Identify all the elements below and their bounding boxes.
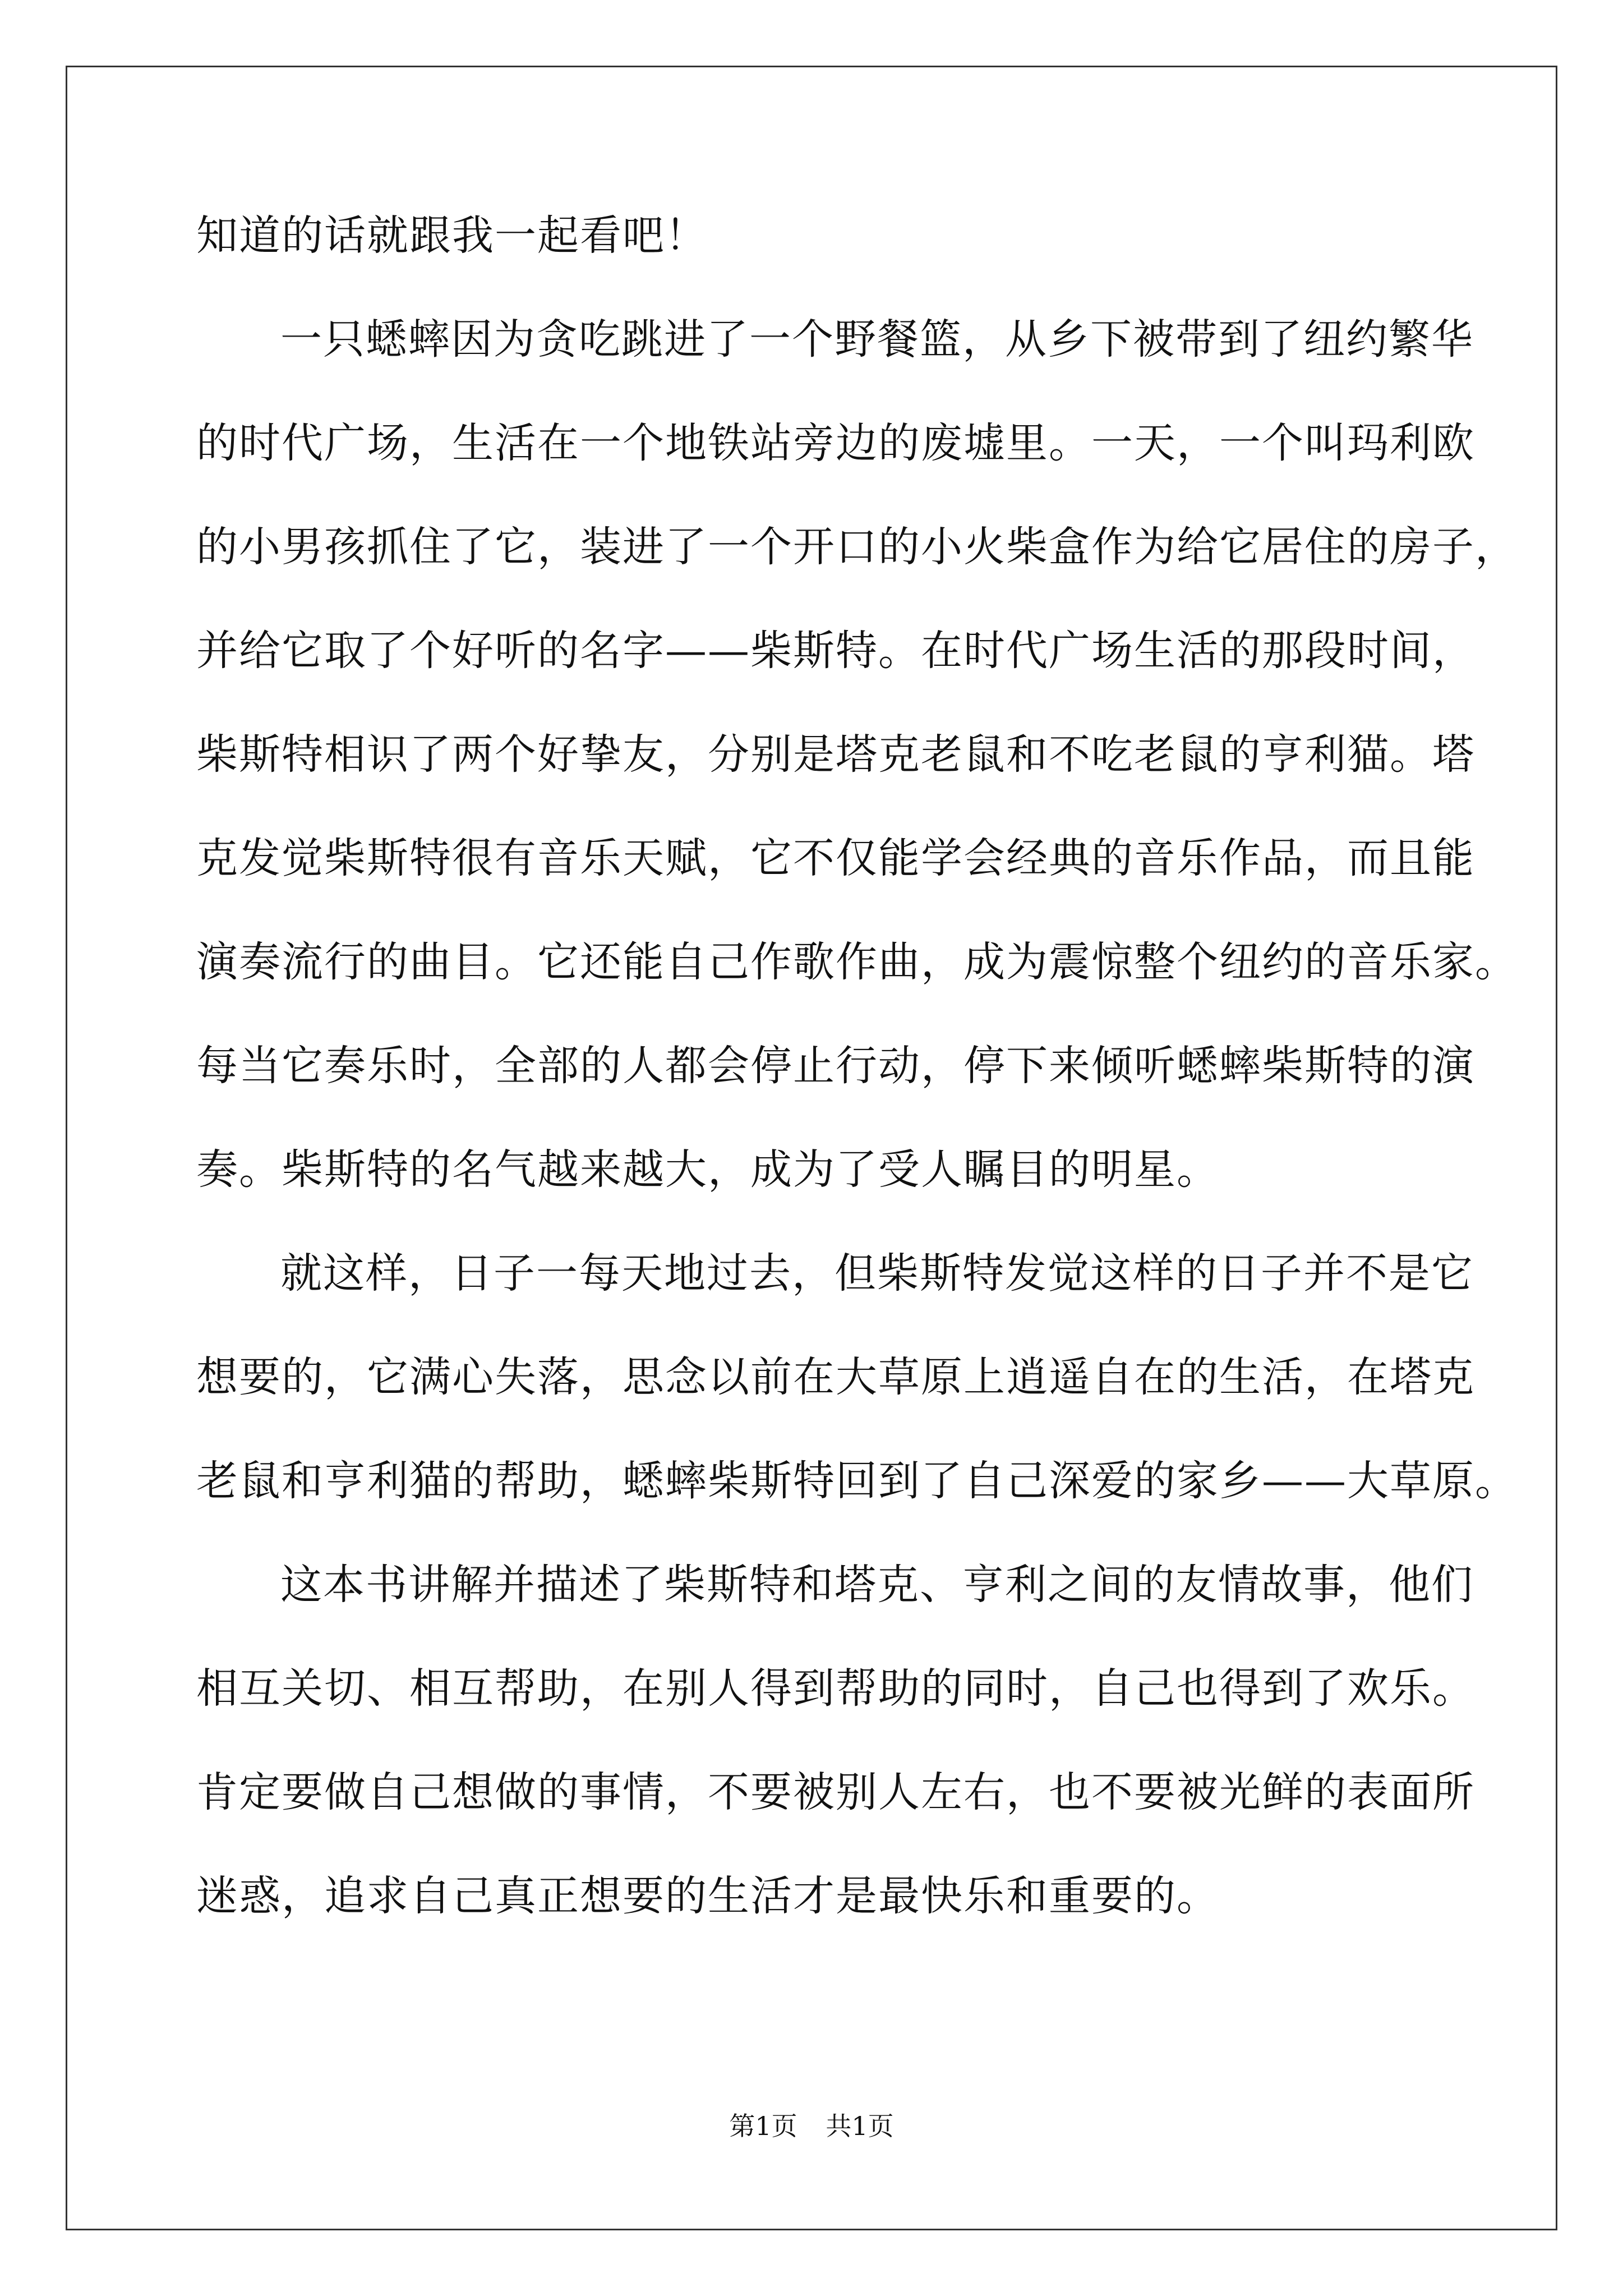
text-line: 的时代广场，生活在一个地铁站旁边的废墟里。一天，一个叫玛利欧 [196,419,1475,467]
text-line: 每当它奏乐时，全部的人都会停止行动，停下来倾听蟋蟀柴斯特的演 [196,1042,1475,1090]
text-line: 演奏流行的曲目。它还能自己作歌作曲，成为震惊整个纽约的音乐家。 [196,938,1518,986]
text-line: 克发觉柴斯特很有音乐天赋，它不仅能学会经典的音乐作品，而且能 [196,834,1475,882]
paragraph-first-line: 就这样，日子一每天地过去，但柴斯特发觉这样的日子并不是它 [280,1249,1474,1297]
text-line: 并给它取了个好听的名字——柴斯特。在时代广场生活的那段时间， [196,627,1475,675]
page-footer [0,2109,1623,2143]
text-line: 柴斯特相识了两个好挚友，分别是塔克老鼠和不吃老鼠的亨利猫。塔 [196,730,1475,779]
text-line: 知道的话就跟我一起看吧！ [196,211,708,260]
text-line: 老鼠和亨利猫的帮助，蟋蟀柴斯特回到了自己深爱的家乡——大草原。 [196,1457,1518,1505]
paragraph-first-line: 一只蟋蟀因为贪吃跳进了一个野餐篮，从乡下被带到了纽约繁华 [280,315,1474,364]
text-line: 迷惑，追求自己真正想要的生活才是最快乐和重要的。 [196,1872,1219,1920]
text-line: 想要的，它满心失落，思念以前在大草原上逍遥自在的生活，在塔克 [196,1353,1475,1401]
text-line: 相互关切、相互帮助，在别人得到帮助的同时，自己也得到了欢乐。 [196,1664,1475,1713]
text-line: 奏。柴斯特的名气越来越大，成为了受人瞩目的明星。 [196,1145,1219,1194]
page-current: 第1页 [729,2111,797,2141]
text-line: 的小男孩抓住了它，装进了一个开口的小火柴盒作为给它居住的房子， [196,523,1518,571]
text-line: 肯定要做自己想做的事情，不要被别人左右，也不要被光鲜的表面所 [196,1768,1475,1816]
page-total: 共1页 [826,2111,894,2141]
paragraph-first-line: 这本书讲解并描述了柴斯特和塔克、亨利之间的友情故事，他们 [280,1561,1474,1609]
